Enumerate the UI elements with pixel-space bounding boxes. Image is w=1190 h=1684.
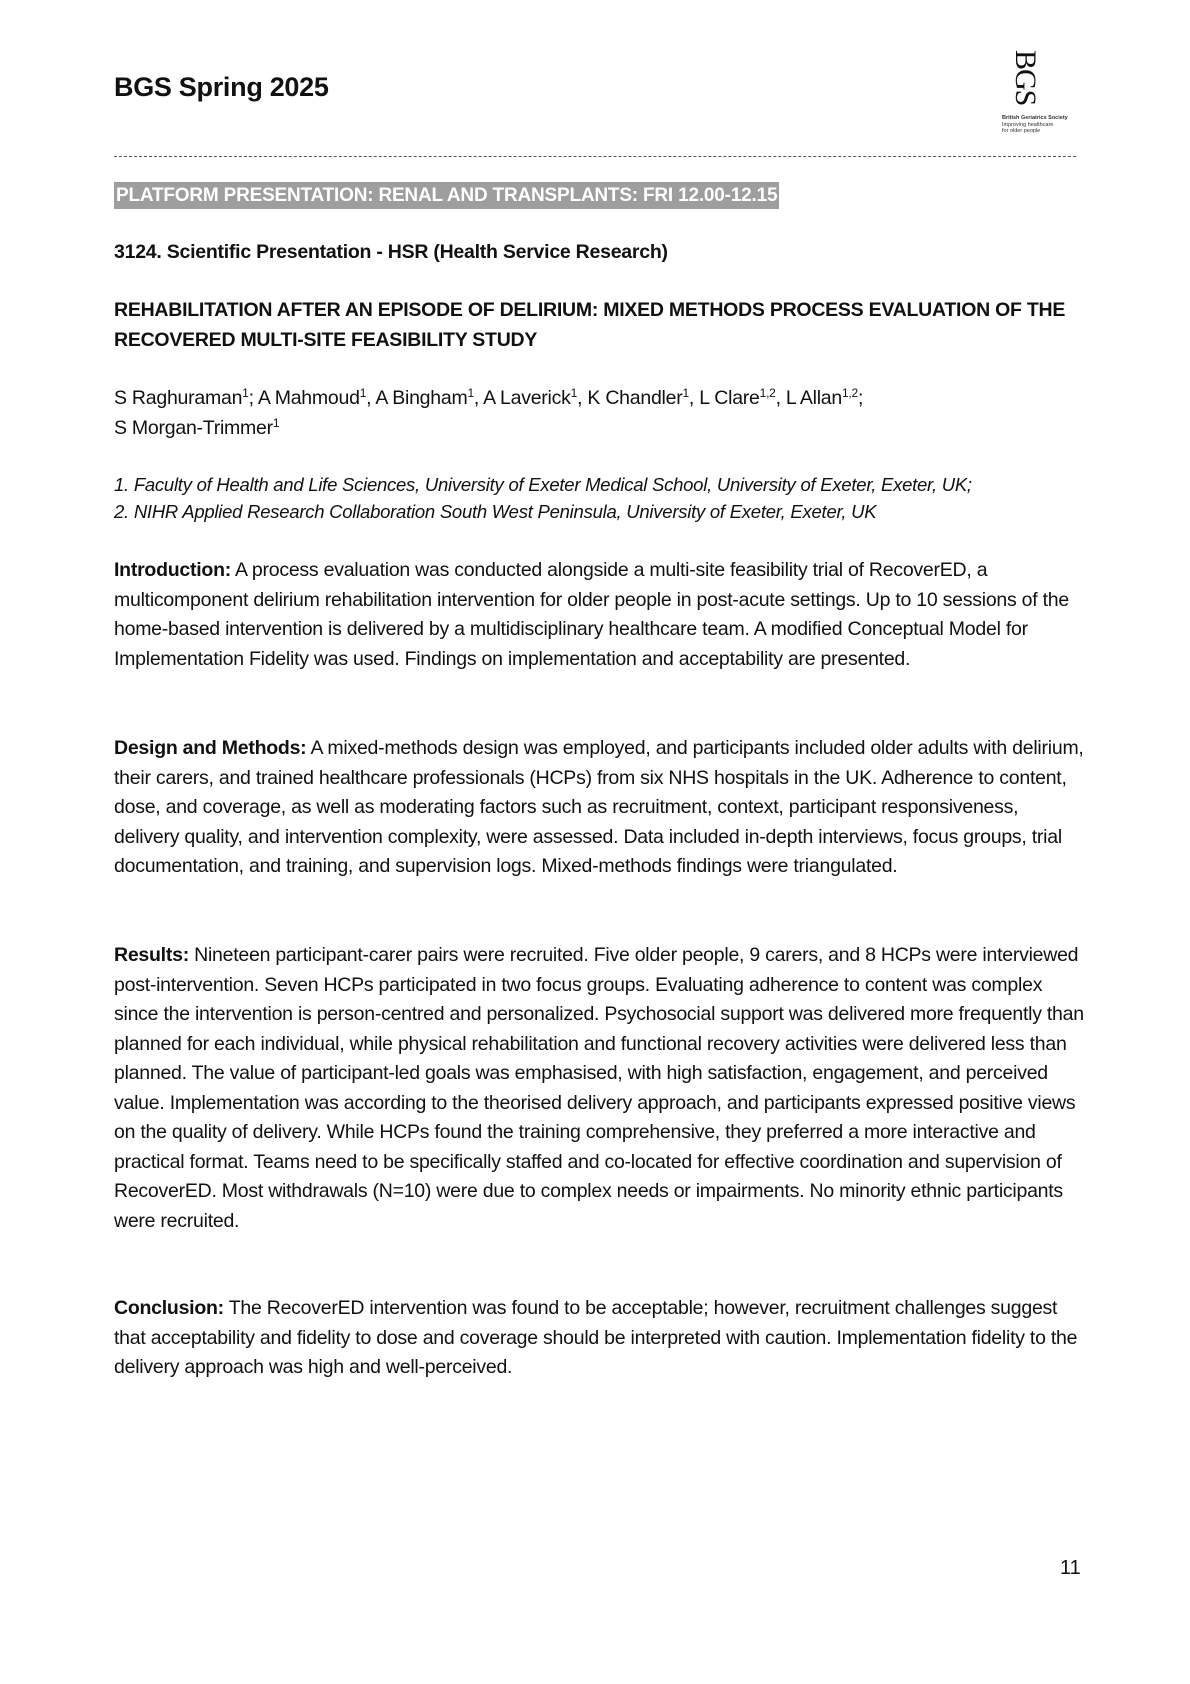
logo-line-2: Improving healthcare bbox=[1002, 121, 1054, 128]
bgs-logo bbox=[1002, 50, 1112, 142]
section-introduction bbox=[114, 556, 1084, 674]
abstract-title: REHABILITATION AFTER AN EPISODE OF DELIRIUM: MIXED METHODS PROCESS EVALUATION OF THE RECOVERED MULTI-SITE FEASIBILITY STUDY bbox=[114, 299, 1066, 351]
session-banner: PLATFORM PRESENTATION: RENAL AND TRANSPLANTS: FRI 12.00-12.15 bbox=[114, 182, 779, 209]
section-label: Results: bbox=[114, 944, 189, 966]
author: K Chandler$^1$, bbox=[587, 386, 700, 409]
author: A Bingham$^1$, bbox=[375, 386, 484, 409]
affiliation-1: 1. Faculty of Health and Life Sciences, University of Exeter Medical School, University of Exeter, Exeter, UK; bbox=[114, 474, 972, 495]
author: A Mahmoud$^1$, bbox=[257, 386, 376, 409]
author: S Morgan-Trimmer$^1$ bbox=[114, 415, 280, 439]
section-results bbox=[114, 941, 1084, 1236]
bgs-logo-text bbox=[1002, 115, 1068, 135]
conference-title: BGS Spring 2025 bbox=[114, 72, 329, 102]
section-label: Design and Methods: bbox=[114, 737, 307, 759]
section-conclusion bbox=[114, 1294, 1084, 1383]
affiliation-2: 2. NIHR Applied Research Collaboration South West Peninsula, University of Exeter, Exeter, UK bbox=[114, 501, 877, 522]
author: S Raghuraman$^1$; bbox=[114, 386, 258, 409]
section-text: Nineteen participant-carer pairs were recruited. Five older people, 9 carers, and 8 HCPs were interviewed post-intervention. Seven HCPs participated in two focus groups. Evaluating adherence to content was complex since the intervention is person-centred and personalized. Psychosocial support was delivered more frequently than planned for each individual, while physical rehabilitation and functional recovery activities were delivered less than planned. The value of participant-led goals was emphasised, with high satisfaction, engagement, and perceived value. Implementation was according to the theorised delivery approach, and participants expressed positive views on the quality of delivery. While HCPs found the training comprehensive, they preferred a more interactive and practical format. Teams need to be specifically staffed and co-located for effective coordination and supervision of RecoverED. Most withdrawals (N=10) were due to complex needs or impairments. No minority ethnic participants were recruited. bbox=[114, 944, 1084, 1232]
section-label: Introduction: bbox=[114, 559, 231, 581]
section-label: Conclusion: bbox=[114, 1297, 224, 1319]
section-text: A process evaluation was conducted alongside a multi-site feasibility trial of RecoverED, a multicomponent delirium rehabilitation intervention for older people in post-acute settings. Up to 10 sessions of the home-based intervention is delivered by a multidisciplinary healthcare team. A modified Conceptual Model for Implementation Fidelity was used. Findings on implementation and acceptability are presented. bbox=[114, 559, 1069, 670]
author-list bbox=[114, 384, 1084, 443]
author: L Clare$^{1,2}$, bbox=[699, 386, 786, 409]
section-text: A mixed-methods design was employed, and participants included older adults with delirium, their carers, and trained healthcare professionals (HCPs) from six NHS hospitals in the UK. Adherence to content, dose, and coverage, as well as moderating factors such as recruitment, context, participant responsiveness, delivery quality, and intervention complexity, were assessed. Data included in-depth interviews, focus groups, trial documentation, and training, and supervision logs. Mixed-methods findings were triangulated. bbox=[114, 737, 1084, 877]
author: A Laverick$^1$, bbox=[483, 386, 588, 409]
bgs-logo-mark-icon: BGS bbox=[1009, 50, 1042, 106]
logo-line-3: for older people bbox=[1002, 128, 1041, 134]
section-text: The RecoverED intervention was found to be acceptable; however, recruitment challenges suggest that acceptability and fidelity to dose and coverage should be interpreted with caution. Implementation fidelity to the delivery approach was high and well-perceived. bbox=[114, 1297, 1078, 1378]
section-design-methods bbox=[114, 734, 1084, 882]
logo-line-1: British Geriatrics Society bbox=[1002, 115, 1068, 121]
author: L Allan$^{1,2}$; bbox=[785, 386, 864, 409]
abstract-id-line: 3124. Scientific Presentation - HSR (Health Service Research) bbox=[114, 241, 668, 263]
affiliations bbox=[114, 471, 1084, 525]
header-divider bbox=[114, 156, 1076, 157]
page-number: 11 bbox=[1060, 1557, 1081, 1579]
